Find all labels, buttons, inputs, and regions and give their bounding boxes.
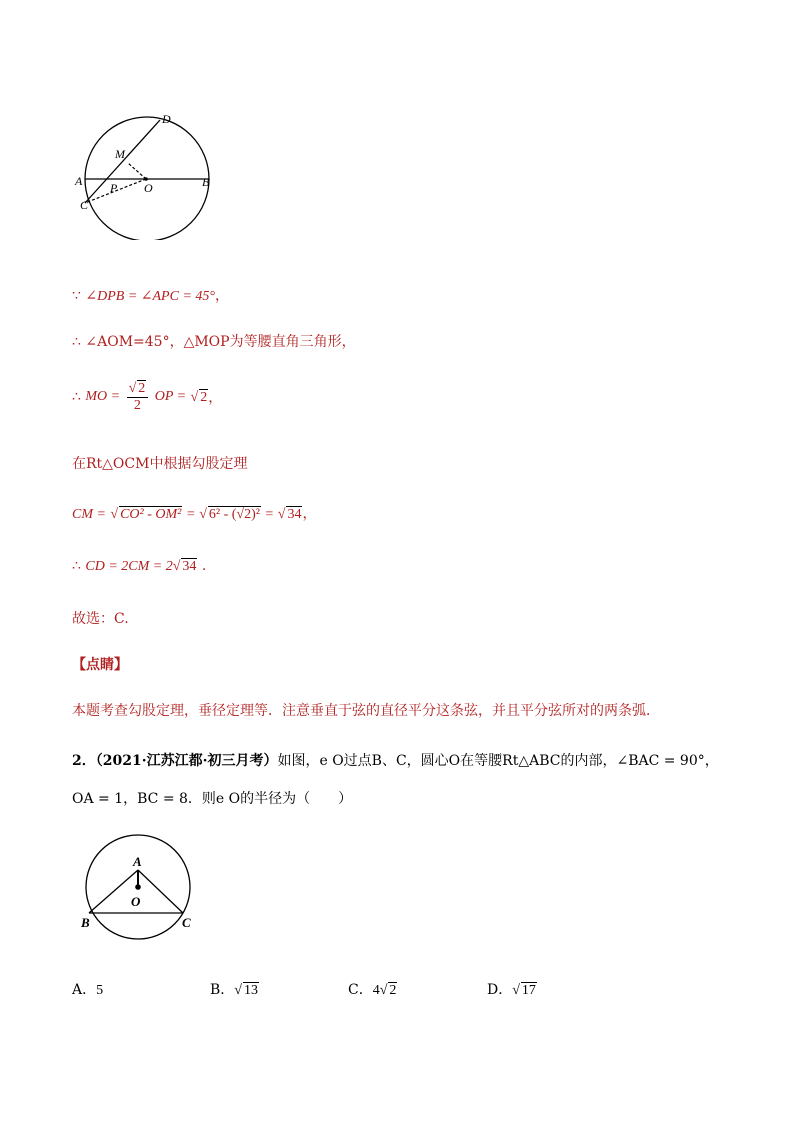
question-2-line-1 [72, 750, 719, 770]
option-a[interactable] [72, 979, 103, 999]
pythagoras-text: 在Rt△OCM中根据勾股定理 [72, 456, 248, 472]
because-symbol: ∵ [72, 288, 81, 304]
line-answer [72, 608, 129, 628]
sqrt-34-cd: 34 [182, 559, 197, 574]
therefore-symbol: ∴ [72, 558, 81, 574]
label-a: A [133, 854, 142, 869]
option-a-letter: A． [72, 982, 97, 998]
frac-denominator: 2 [133, 398, 141, 413]
option-d-letter: D． [487, 982, 513, 998]
label-o: O [144, 181, 153, 195]
option-b-letter: B． [210, 982, 235, 998]
option-d[interactable]: D．√ 17 [487, 982, 536, 998]
option-c-rad: 2 [389, 983, 397, 998]
option-b[interactable]: B．√ 13 [210, 982, 258, 998]
line-pythagoras-intro [72, 453, 247, 473]
comma: ， [214, 288, 229, 304]
line-because-angle [72, 285, 229, 305]
question-text-2: OA = 1，BC = 8．则e O的半径为（ ） [72, 791, 353, 807]
cd-expression: CD = 2CM = 2 [85, 559, 173, 574]
line-therefore-isosceles [72, 331, 356, 351]
summary-text: 本题考查勾股定理，垂径定理等．注意垂直于弦的直径平分这条弦，并且平分弦所对的两条弧． [72, 703, 660, 719]
option-c-letter: C． [348, 982, 373, 998]
option-a-value: 5 [96, 983, 104, 998]
cm-lhs: CM = [72, 507, 106, 522]
label-d: D [162, 112, 171, 126]
line-mo-value: ∴ MO = $\frac{√ 2}{2}$ OP = √ 2， [72, 381, 223, 413]
label-b: B [81, 915, 90, 930]
answer-text: 故选：C. [72, 611, 129, 627]
question-text-1: 如图，e O过点B、C，圆心O在等腰Rt△ABC的内部，∠BAC = 90°， [277, 753, 719, 769]
angle-equation: ∠DPB = ∠APC = 45° [85, 289, 215, 304]
option-c[interactable]: C．4√ 2 [348, 982, 397, 998]
figure-circle-triangle [76, 832, 200, 944]
side-ac [138, 870, 183, 913]
therefore-symbol: ∴ [72, 334, 81, 350]
frac-numerator: 2 [138, 381, 146, 396]
sqrt2-result: 2 [200, 389, 208, 405]
label-b: B [202, 175, 210, 189]
label-p: P [110, 181, 118, 195]
label-a: A [75, 174, 83, 188]
sqrt-36-minus-2: 6² - (√2)² [208, 507, 260, 522]
sqrt-34: 34 [287, 507, 302, 522]
label-c: C [80, 198, 89, 212]
question-number: 2． [72, 753, 96, 769]
question-2-line-2 [72, 788, 352, 808]
therefore-symbol: ∴ [72, 389, 81, 405]
comma: ， [302, 506, 317, 522]
isosceles-text: ∠AOM=45°，△MOP为等腰直角三角形， [85, 334, 356, 350]
fraction-sqrt2-over-2: $\frac{√ 2}{2}$ [127, 380, 149, 414]
center-dot [135, 884, 141, 890]
section-heading-dianjing [72, 654, 128, 674]
label-c: C [182, 915, 191, 930]
mo-lhs: MO = [85, 389, 121, 404]
label-o: O [131, 894, 141, 909]
comma: ， [208, 390, 223, 406]
label-m: M [115, 147, 125, 161]
option-d-value: 17 [521, 983, 536, 998]
sqrt-co-om: CO² - OM² [120, 507, 182, 522]
heading-text: 【点睛】 [72, 657, 128, 673]
line-cm-computation: CM = √ CO² - OM² = √ 6² - (√2)² = √ 34， [72, 506, 317, 522]
figure-circle-chords [70, 108, 230, 240]
op-equals: OP = [154, 389, 187, 404]
option-c-coef: 4 [372, 983, 380, 998]
equals-2: = [265, 507, 274, 522]
option-b-value: 13 [243, 983, 258, 998]
question-source: （2021·江苏江都·初三月考） [95, 753, 278, 769]
line-cd-result: ∴ CD = 2CM = 2√ 34 . [72, 558, 207, 574]
line-summary [72, 700, 660, 720]
equals-1: = [186, 507, 195, 522]
period: . [201, 558, 207, 574]
segment-om [128, 163, 146, 179]
